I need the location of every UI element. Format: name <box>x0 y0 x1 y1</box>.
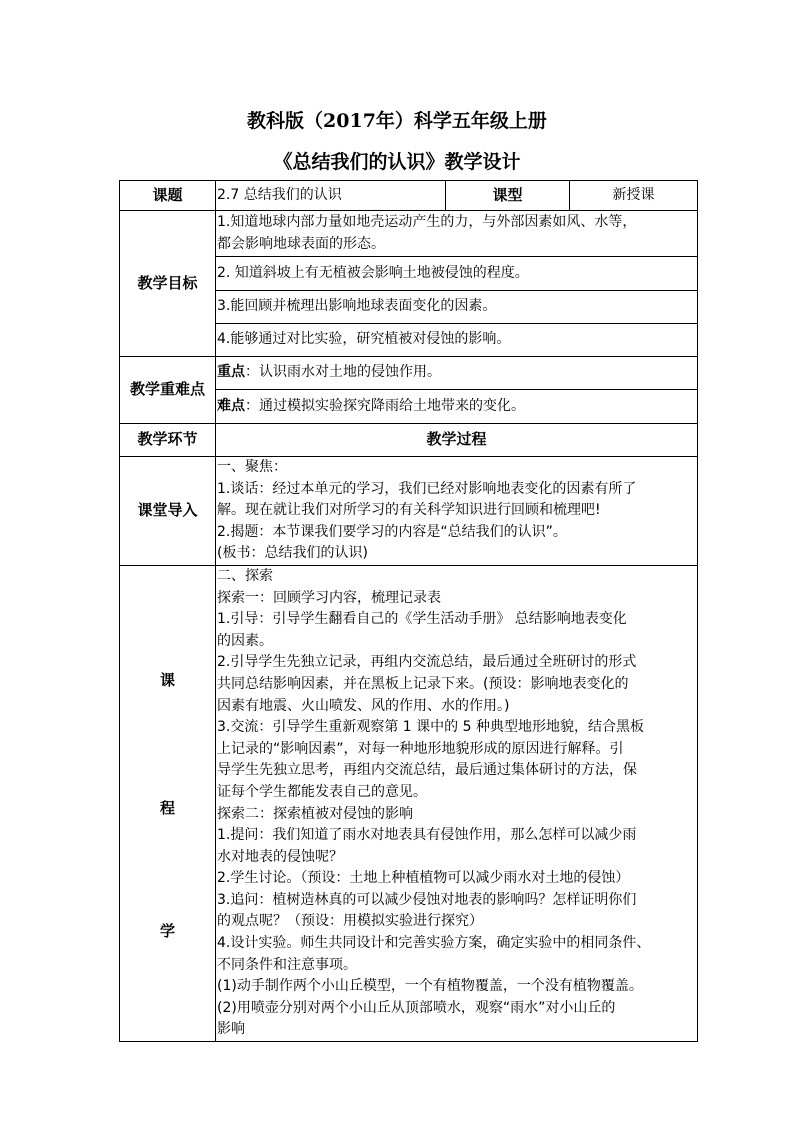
document-title: 教科版（2017年）科学五年级上册 <box>247 110 547 132</box>
process-line: 水对地表的侵蚀呢？ <box>217 848 343 865</box>
table-row <box>120 181 698 211</box>
intro-content <box>216 457 698 566</box>
process-line: 探索二：探索植被对侵蚀的影响 <box>217 805 413 822</box>
table-row <box>120 211 698 257</box>
intro-line: 解。现在就让我们对所学习的有关科学知识进行回顾和梳理吧! <box>217 502 601 519</box>
process-line: 二、探索 <box>217 567 273 584</box>
process-line: 共同总结影响因素，并在黑板上记录下来。(预设：影响地表变化的 <box>217 675 629 692</box>
objectives-label: 教学目标 <box>120 211 216 357</box>
process-line: (1)动手制作两个小山丘模型，一个有植物覆盖，一个没有植物覆盖。 <box>217 978 643 995</box>
intro-line: 一、聚焦： <box>217 459 287 475</box>
table-row <box>120 424 698 457</box>
process-line: 的因素。 <box>217 632 273 649</box>
table-row <box>120 565 698 1041</box>
process-line: 上记录的“影响因素”，对每一种地形地貌形成的原因进行解释。引 <box>217 740 624 757</box>
process-line: 4.设计实验。师生共同设计和完善实验方案，确定实验中的相同条件、 <box>217 935 651 952</box>
type-label: 课型 <box>446 181 570 211</box>
process-label-char-2: 程 <box>159 798 175 817</box>
section-header-right: 教学过程 <box>216 424 698 457</box>
objective-item-4: 4.能够通过对比实验，研究植被对侵蚀的影响。 <box>216 324 698 357</box>
difficulty-point-cell <box>216 390 698 424</box>
intro-label: 课堂导入 <box>120 457 216 566</box>
section-header-left: 教学环节 <box>120 424 216 457</box>
process-line: 证每个学生都能发表自己的意见。 <box>217 783 427 800</box>
process-line: 2.引导学生先独立记录，再组内交流总结，最后通过全班研讨的形式 <box>217 654 637 671</box>
process-label <box>120 565 216 1041</box>
process-line: 3.追问：植树造林真的可以减少侵蚀对地表的影响吗？怎样证明你们 <box>217 891 637 908</box>
process-line: 探索一：回顾学习内容，梳理记录表 <box>217 589 441 606</box>
topic-label: 课题 <box>120 181 216 211</box>
table-row <box>120 457 698 566</box>
process-label-char-1: 课 <box>159 670 175 689</box>
key-points-label: 教学重难点 <box>120 357 216 424</box>
key-point-cell <box>216 357 698 390</box>
process-line: 的观点呢？（预设：用模拟实验进行探究） <box>217 913 483 930</box>
intro-line: 2.揭题：本节课我们要学习的内容是“总结我们的认识”。 <box>217 523 567 540</box>
difficulty-prefix: 难点 <box>217 397 245 414</box>
process-line: 2.学生讨论。（预设：土地上种植植物可以减少雨水对土地的侵蚀） <box>217 870 630 887</box>
intro-line: (板书：总结我们的认识) <box>217 545 368 562</box>
process-line: 导学生先独立思考，再组内交流总结，最后通过集体研讨的方法，保 <box>217 762 637 779</box>
process-line: 1.提问：我们知道了雨水对地表具有侵蚀作用，那么怎样可以减少雨 <box>217 827 637 844</box>
document-subtitle: 《总结我们的认识》教学设计 <box>273 151 521 173</box>
key-point-text: ：认识雨水对土地的侵蚀作用。 <box>245 364 441 381</box>
lesson-plan-table <box>119 180 698 1042</box>
type-value: 新授课 <box>570 181 698 211</box>
process-line: 因素有地震、火山喷发、风的作用、水的作用。) <box>217 697 510 714</box>
objective-item-2: 2. 知道斜坡上有无植被会影响土地被侵蚀的程度。 <box>216 257 698 291</box>
process-line: 3.交流：引导学生重新观察第 1 课中的 5 种典型地形地貌，结合黑板 <box>217 719 644 736</box>
objective-1-line-2: 都会影响地球表面的形态。 <box>217 235 385 252</box>
objective-item-3: 3.能回顾并梳理出影响地球表面变化的因素。 <box>216 291 698 324</box>
difficulty-text: ：通过模拟实验探究降雨给土地带来的变化。 <box>245 397 525 414</box>
key-point-prefix: 重点 <box>217 364 245 381</box>
process-label-char-3: 学 <box>159 921 175 940</box>
table-row <box>120 357 698 390</box>
process-line: 不同条件和注意事项。 <box>217 956 357 973</box>
topic-value: 2.7 总结我们的认识 <box>216 181 446 211</box>
objective-1-line-1: 1.知道地球内部力量如地壳运动产生的力，与外部因素如风、水等， <box>217 213 637 230</box>
process-line: 影响 <box>217 1021 245 1038</box>
process-line: (2)用喷壶分别对两个小山丘从顶部喷水，观察“雨水”对小山丘的 <box>217 999 616 1016</box>
objective-item-1 <box>216 211 698 257</box>
process-content <box>216 565 698 1041</box>
process-line: 1.引导：引导学生翻看自己的《学生活动手册》 总结影响地表变化 <box>217 611 627 628</box>
intro-line: 1.谈话：经过本单元的学习，我们已经对影响地表变化的因素有所了 <box>217 480 637 497</box>
